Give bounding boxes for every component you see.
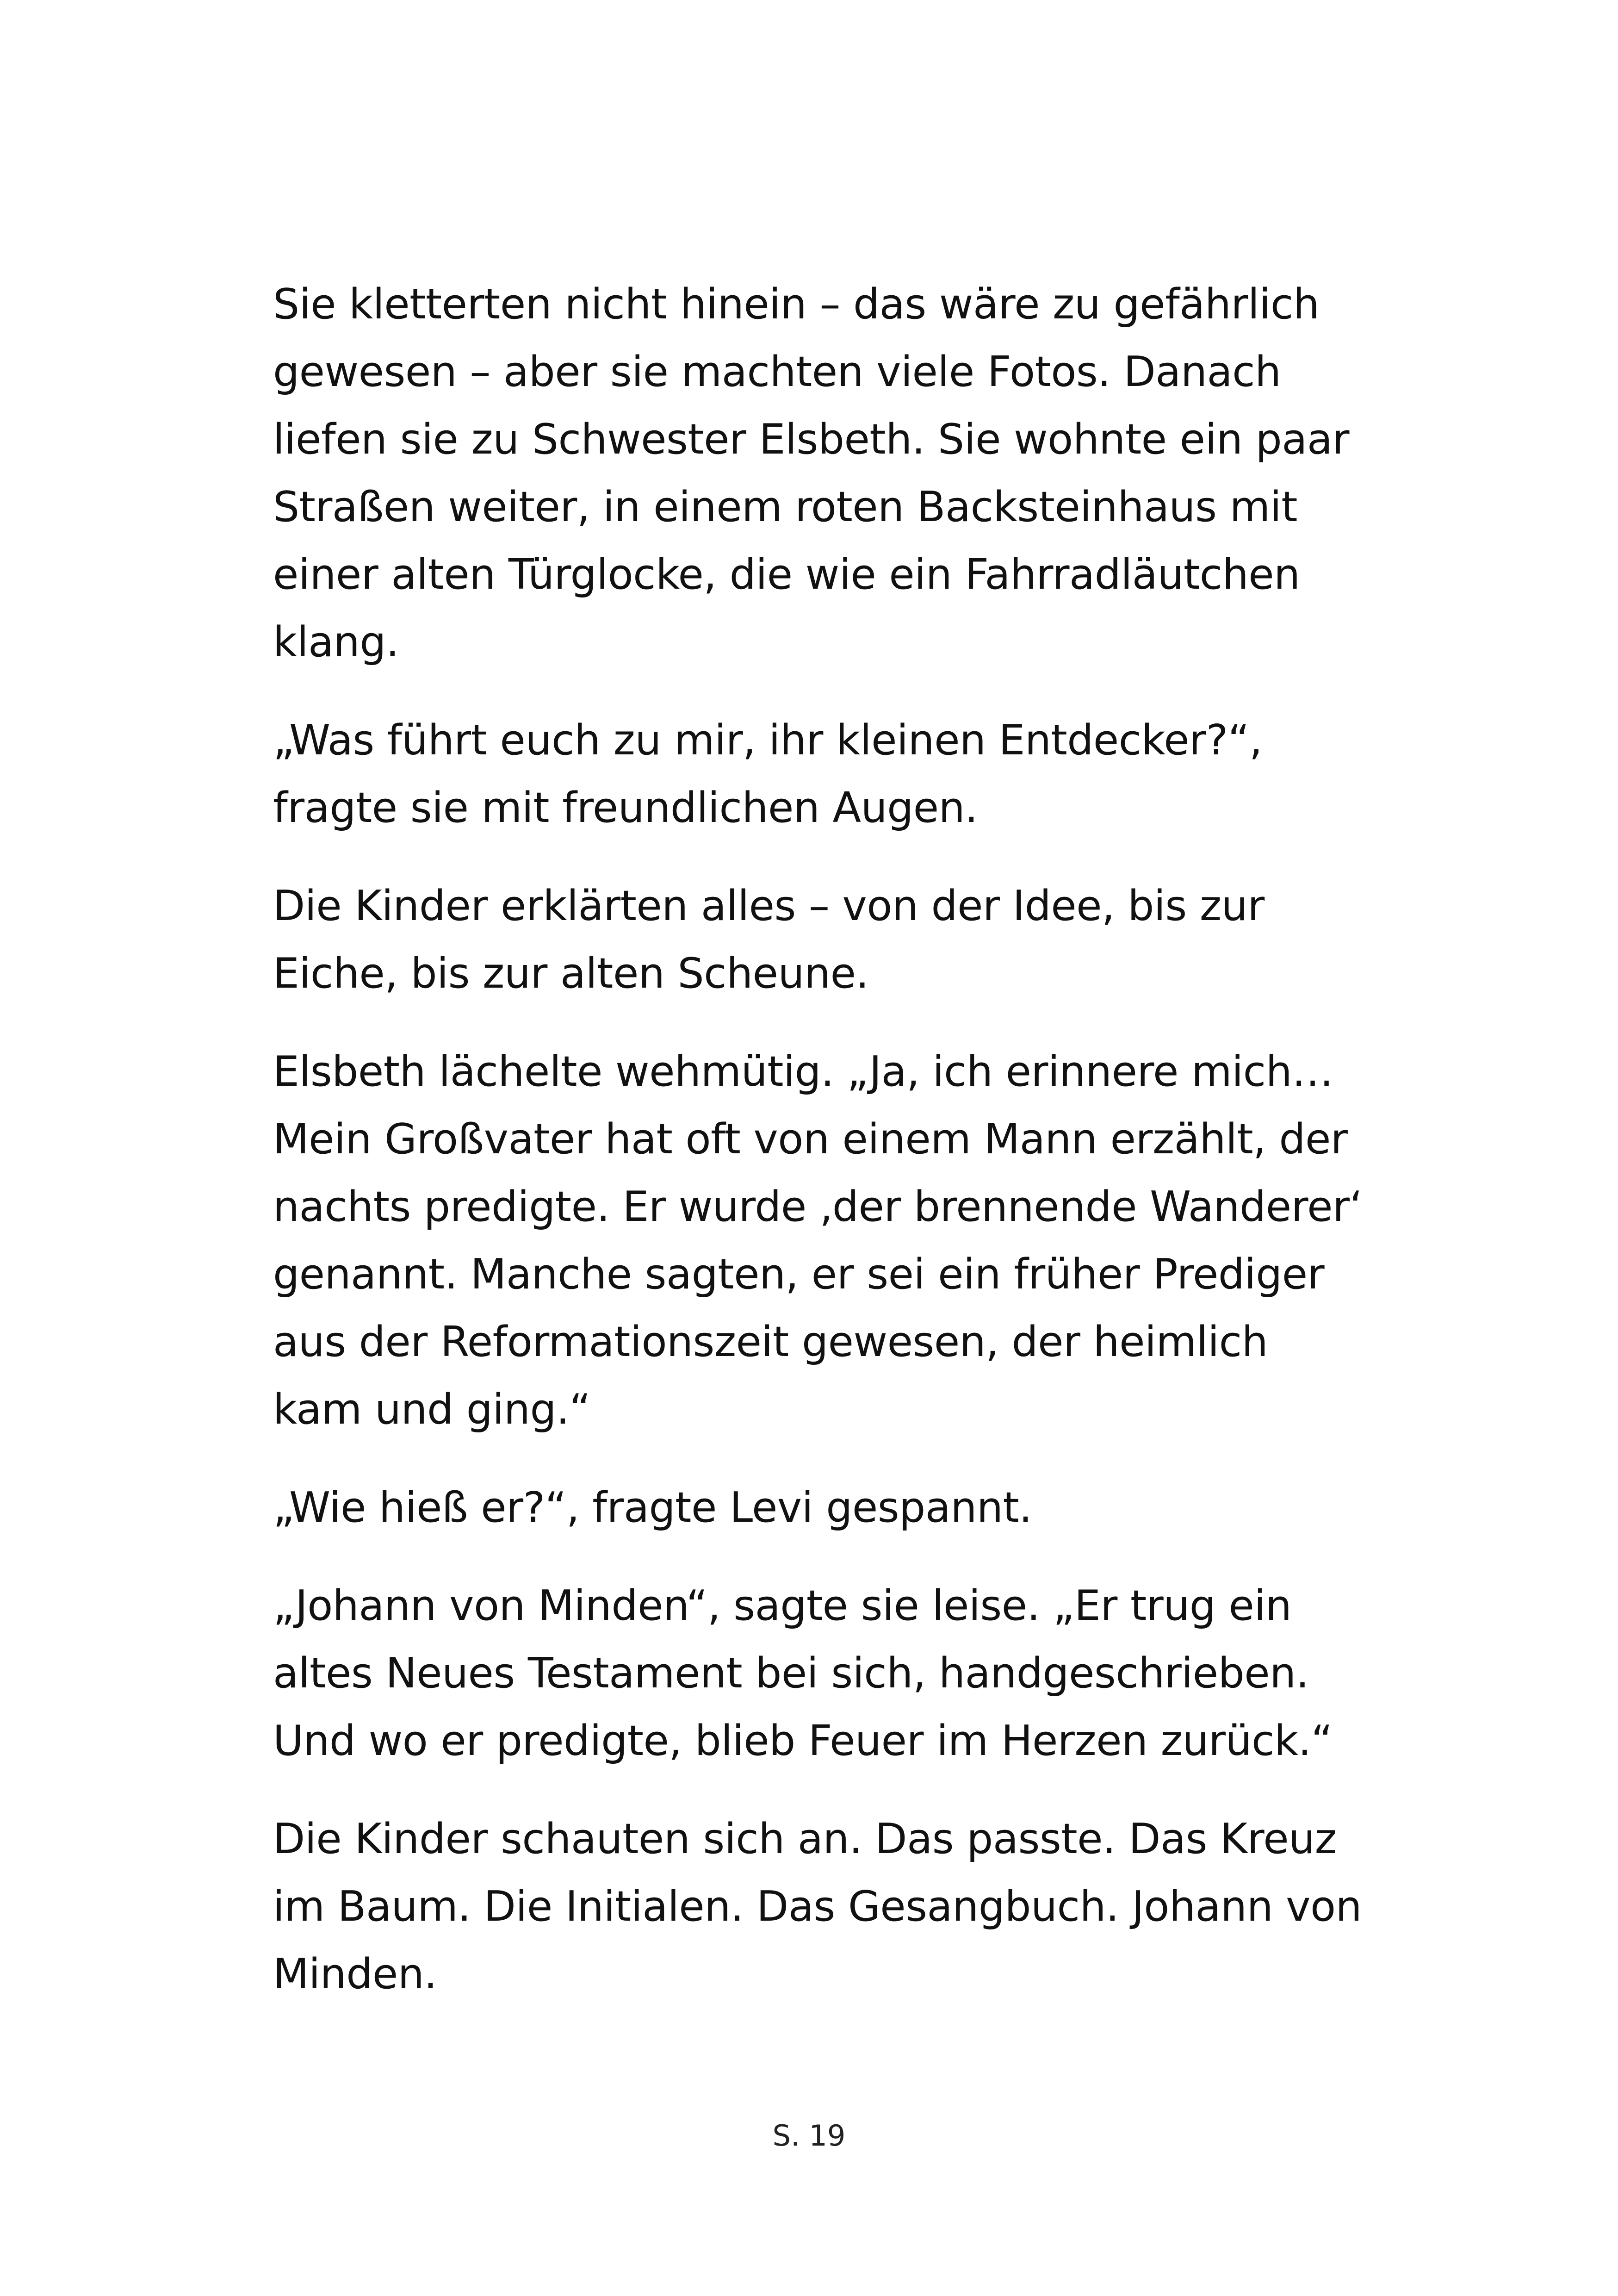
text-line: altes Neues Testament bei sich, handgeschrieben. xyxy=(273,1649,1309,1698)
text-line: nachts predigte. Er wurde ‚der brennende Wanderer‘ xyxy=(273,1182,1363,1231)
text-line: gewesen – aber sie machten viele Fotos. Danach xyxy=(273,348,1281,396)
text-line: kam und ging.“ xyxy=(273,1385,591,1434)
text-line: Straßen weiter, in einem roten Backsteinhaus mit xyxy=(273,483,1298,531)
body-text xyxy=(273,271,1363,2039)
text-line: Minden. xyxy=(273,1950,437,1998)
text-line: „Wie hieß er?“, fragte Levi gespannt. xyxy=(273,1483,1032,1532)
text-line: aus der Reformationszeit gewesen, der heimlich xyxy=(273,1318,1268,1366)
text-line: klang. xyxy=(273,618,399,666)
text-line: Die Kinder schauten sich an. Das passte. Das Kreuz xyxy=(273,1815,1337,1863)
text-line: fragte sie mit freundlichen Augen. xyxy=(273,784,978,832)
paragraph xyxy=(273,707,1351,842)
text-line: „Johann von Minden“, sagte sie leise. „Er trug ein xyxy=(273,1581,1292,1630)
text-line: genannt. Manche sagten, er sei ein früher Prediger xyxy=(273,1250,1325,1299)
paragraph xyxy=(273,1038,1363,1444)
paragraph xyxy=(273,271,1351,676)
text-line: Die Kinder erklärten alles – von der Idee, bis zur xyxy=(273,882,1265,930)
text-line: Sie kletterten nicht hinein – das wäre zu gefährlich xyxy=(273,280,1320,329)
text-line: Mein Großvater hat oft von einem Mann erzählt, der xyxy=(273,1115,1348,1164)
text-line: „Was führt euch zu mir, ihr kleinen Entdecker?“, xyxy=(273,716,1263,765)
text-line: liefen sie zu Schwester Elsbeth. Sie wohnte ein paar xyxy=(273,415,1350,464)
paragraph xyxy=(273,1805,1362,2008)
paragraph xyxy=(273,1572,1351,1775)
paragraph xyxy=(273,1474,1351,1542)
page-number: S. 19 xyxy=(772,2119,846,2153)
text-line: Eiche, bis zur alten Scheune. xyxy=(273,949,869,998)
paragraph xyxy=(273,872,1351,1008)
text-line: Elsbeth lächelte wehmütig. „Ja, ich erinnere mich… xyxy=(273,1047,1333,1096)
text-line: Und wo er predigte, blieb Feuer im Herzen zurück.“ xyxy=(273,1717,1333,1765)
text-line: im Baum. Die Initialen. Das Gesangbuch. Johann von xyxy=(273,1882,1362,1931)
text-line: einer alten Türglocke, die wie ein Fahrradläutchen xyxy=(273,550,1300,599)
